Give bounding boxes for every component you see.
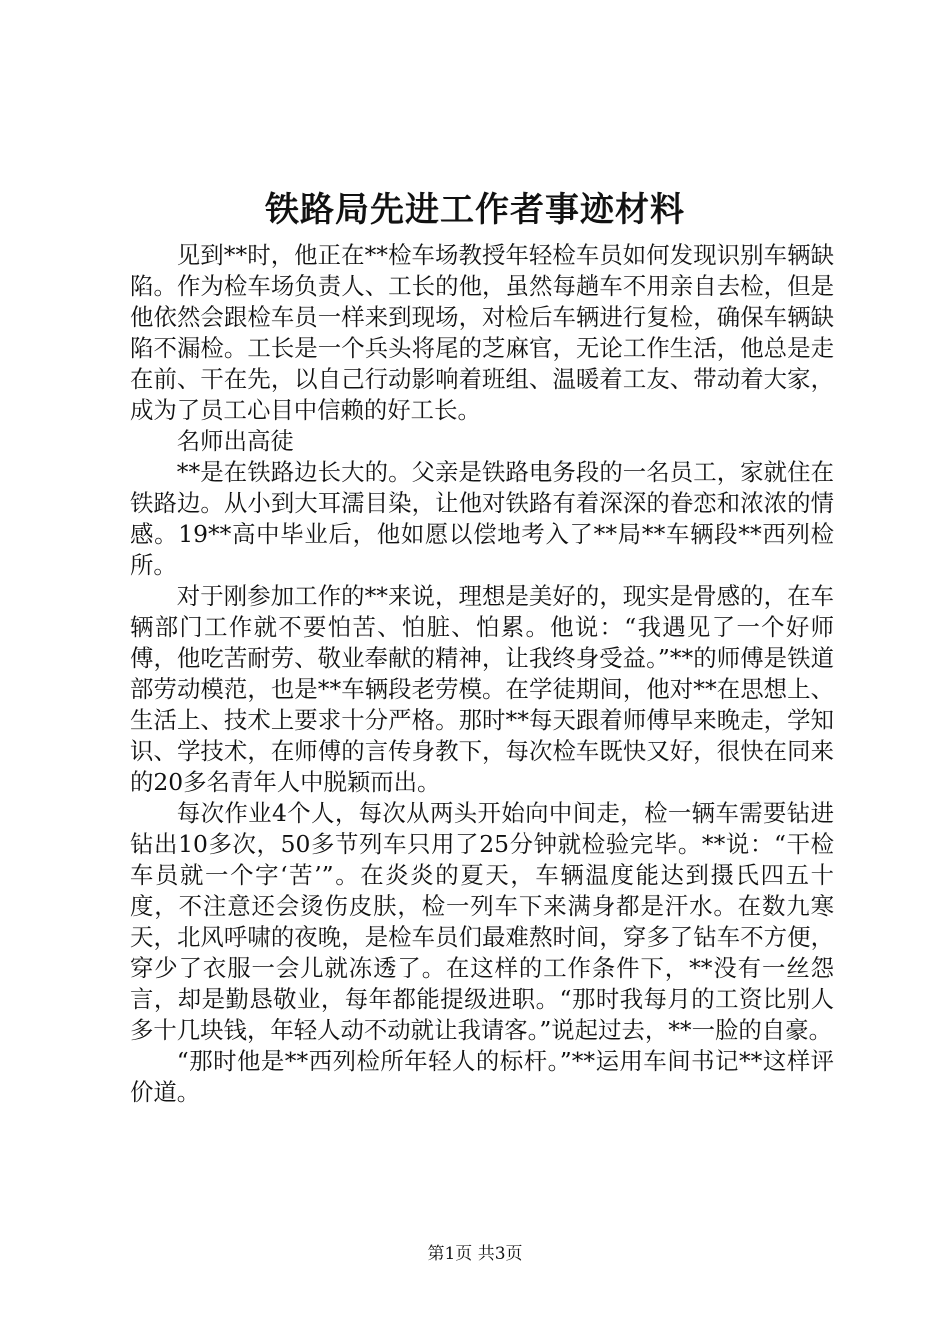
document-body bbox=[130, 240, 834, 1108]
paragraph-background: **是在铁路边长大的。父亲是铁路电务段的一名员工，家就住在铁路边。从小到大耳濡目染，让他对铁路有着深深的眷恋和浓浓的情感。19**高中毕业后，他如愿以偿地考入了**局**车辆段**西列检所。 bbox=[130, 458, 834, 579]
page-footer: 第1页 共3页 bbox=[427, 1244, 523, 1264]
document-title: 铁路局先进工作者事迹材料 bbox=[265, 190, 685, 230]
paragraph-work-conditions: 每次作业4个人，每次从两头开始向中间走，检一辆车需要钻进钻出10多次，50多节列车只用了25分钟就检验完毕。**说：“干检车员就一个字‘苦’”。在炎炎的夏天，车辆温度能达到摄氏四五十度，不注意还会烫伤皮肤，检一列车下来满身都是汗水。在数九寒天，北风呼啸的夜晚，是检车员们最难熬时间，穿多了钻车不方便，穿少了衣服一会儿就冻透了。在这样的工作条件下，**没有一丝怨言，却是勤恳敬业，每年都能提级进职。“那时我每月的工资比别人多十几块钱，年轻人动不动就让我请客。”说起过去，**一脸的自豪。 bbox=[130, 799, 834, 1044]
paragraph-evaluation: “那时他是**西列检所年轻人的标杆。”**运用车间书记**这样评价道。 bbox=[130, 1047, 834, 1106]
paragraph-intro: 见到**时，他正在**检车场教授年轻检车员如何发现识别车辆缺陷。作为检车场负责人、工长的他，虽然每趟车不用亲自去检，但是他依然会跟检车员一样来到现场，对检后车辆进行复检，确保车辆缺陷不漏检。工长是一个兵头将尾的芝麻官，无论工作生活，他总是走在前、干在先，以自己行动影响着班组、温暖着工友、带动着大家，成为了员工心目中信赖的好工长。 bbox=[130, 241, 834, 424]
paragraph-mentor: 对于刚参加工作的**来说，理想是美好的，现实是骨感的，在车辆部门工作就不要怕苦、怕脏、怕累。他说：“我遇见了一个好师傅，他吃苦耐劳、敬业奉献的精神，让我终身受益。”**的师傅是铁道部劳动模范，也是**车辆段老劳模。在学徒期间，他对**在思想上、生活上、技术上要求十分严格。那时**每天跟着师傅早来晚走，学知识、学技术，在师傅的言传身教下，每次检车既快又好，很快在同来的20多名青年人中脱颖而出。 bbox=[130, 582, 834, 796]
section-heading: 名师出高徒 bbox=[176, 427, 294, 455]
